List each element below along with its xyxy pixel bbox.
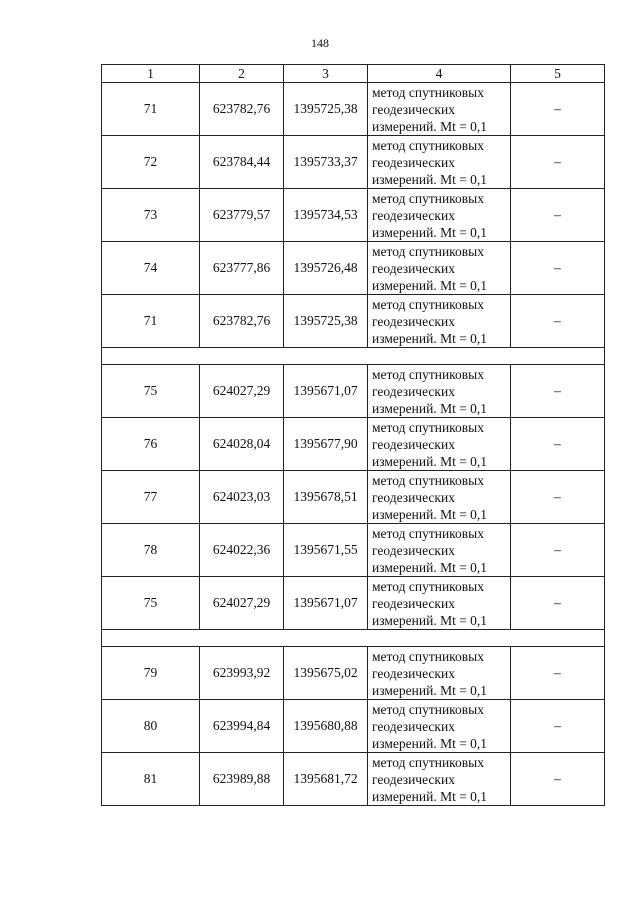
method-line-1: метод спутниковых	[372, 84, 484, 100]
point-number-cell: 79	[102, 647, 200, 700]
method-line-2: геодезических	[372, 313, 455, 329]
table-row	[102, 365, 605, 418]
method-line-1: метод спутниковых	[372, 701, 484, 717]
method-line-2: геодезических	[372, 260, 455, 276]
coordinate-y-cell: 1395734,53	[284, 189, 368, 242]
coordinate-x-cell: 623782,76	[200, 295, 284, 348]
point-number-cell: 77	[102, 471, 200, 524]
column-5-cell: –	[511, 295, 605, 348]
method-line-1: метод спутниковых	[372, 525, 484, 541]
coordinate-x-cell: 623989,88	[200, 753, 284, 806]
table-row	[102, 700, 605, 753]
method-cell	[368, 524, 511, 577]
method-line-2: геодезических	[372, 771, 455, 787]
method-line-2: геодезических	[372, 542, 455, 558]
column-5-cell: –	[511, 753, 605, 806]
separator-cell	[102, 348, 605, 365]
coordinate-y-cell: 1395681,72	[284, 753, 368, 806]
header-col-5: 5	[511, 65, 605, 83]
point-number-cell: 72	[102, 136, 200, 189]
coordinate-x-cell: 623994,84	[200, 700, 284, 753]
method-line-1: метод спутниковых	[372, 243, 484, 259]
method-line-1: метод спутниковых	[372, 190, 484, 206]
method-cell	[368, 189, 511, 242]
header-col-2: 2	[200, 65, 284, 83]
method-line-1: метод спутниковых	[372, 648, 484, 664]
method-cell	[368, 365, 511, 418]
page-number: 148	[311, 36, 329, 50]
column-5-cell: –	[511, 242, 605, 295]
method-line-3: измерений. Mt = 0,1	[372, 612, 488, 628]
point-number-cell: 81	[102, 753, 200, 806]
coordinate-x-cell: 624027,29	[200, 365, 284, 418]
method-line-3: измерений. Mt = 0,1	[372, 171, 488, 187]
method-cell	[368, 295, 511, 348]
coordinate-y-cell: 1395680,88	[284, 700, 368, 753]
column-5-cell: –	[511, 471, 605, 524]
point-number-cell: 71	[102, 295, 200, 348]
header-col-4: 4	[368, 65, 511, 83]
method-line-2: геодезических	[372, 595, 455, 611]
coordinate-x-cell: 623777,86	[200, 242, 284, 295]
method-line-3: измерений. Mt = 0,1	[372, 277, 488, 293]
table-header-row	[102, 65, 605, 83]
group-separator-row	[102, 630, 605, 647]
method-line-2: геодезических	[372, 154, 455, 170]
point-number-cell: 80	[102, 700, 200, 753]
coordinate-x-cell: 623782,76	[200, 83, 284, 136]
method-cell	[368, 700, 511, 753]
method-line-2: геодезических	[372, 489, 455, 505]
table-row	[102, 647, 605, 700]
method-cell	[368, 242, 511, 295]
method-line-3: измерений. Mt = 0,1	[372, 682, 488, 698]
coordinate-y-cell: 1395675,02	[284, 647, 368, 700]
column-5-cell: –	[511, 524, 605, 577]
method-cell	[368, 471, 511, 524]
table-row	[102, 242, 605, 295]
method-line-1: метод спутниковых	[372, 296, 484, 312]
method-line-2: геодезических	[372, 207, 455, 223]
table-row	[102, 295, 605, 348]
method-line-2: геодезических	[372, 665, 455, 681]
point-number-cell: 73	[102, 189, 200, 242]
method-line-3: измерений. Mt = 0,1	[372, 559, 488, 575]
table-row	[102, 471, 605, 524]
coordinate-x-cell: 624027,29	[200, 577, 284, 630]
method-line-3: измерений. Mt = 0,1	[372, 224, 488, 240]
coordinate-y-cell: 1395726,48	[284, 242, 368, 295]
method-line-1: метод спутниковых	[372, 754, 484, 770]
coordinate-x-cell: 623779,57	[200, 189, 284, 242]
table-row	[102, 189, 605, 242]
point-number-cell: 74	[102, 242, 200, 295]
coordinate-y-cell: 1395677,90	[284, 418, 368, 471]
coordinate-x-cell: 623993,92	[200, 647, 284, 700]
table-row	[102, 83, 605, 136]
column-5-cell: –	[511, 418, 605, 471]
column-5-cell: –	[511, 647, 605, 700]
method-line-3: измерений. Mt = 0,1	[372, 118, 488, 134]
coordinates-table	[101, 64, 605, 806]
header-col-1: 1	[102, 65, 200, 83]
table-row	[102, 524, 605, 577]
method-line-2: геодезических	[372, 718, 455, 734]
coordinate-x-cell: 623784,44	[200, 136, 284, 189]
method-line-1: метод спутниковых	[372, 366, 484, 382]
column-5-cell: –	[511, 365, 605, 418]
method-line-3: измерений. Mt = 0,1	[372, 506, 488, 522]
coordinate-y-cell: 1395671,55	[284, 524, 368, 577]
point-number-cell: 75	[102, 365, 200, 418]
method-line-1: метод спутниковых	[372, 472, 484, 488]
point-number-cell: 71	[102, 83, 200, 136]
method-line-2: геодезических	[372, 436, 455, 452]
method-cell	[368, 753, 511, 806]
point-number-cell: 76	[102, 418, 200, 471]
column-5-cell: –	[511, 577, 605, 630]
coordinate-y-cell: 1395733,37	[284, 136, 368, 189]
method-line-3: измерений. Mt = 0,1	[372, 453, 488, 469]
group-separator-row	[102, 348, 605, 365]
column-5-cell: –	[511, 700, 605, 753]
method-line-2: геодезических	[372, 101, 455, 117]
method-line-2: геодезических	[372, 383, 455, 399]
method-line-3: измерений. Mt = 0,1	[372, 330, 488, 346]
method-line-3: измерений. Mt = 0,1	[372, 735, 488, 751]
coordinate-y-cell: 1395678,51	[284, 471, 368, 524]
point-number-cell: 78	[102, 524, 200, 577]
coordinate-y-cell: 1395725,38	[284, 295, 368, 348]
method-cell	[368, 577, 511, 630]
method-cell	[368, 136, 511, 189]
coordinate-x-cell: 624023,03	[200, 471, 284, 524]
method-line-1: метод спутниковых	[372, 419, 484, 435]
coordinate-x-cell: 624022,36	[200, 524, 284, 577]
method-line-3: измерений. Mt = 0,1	[372, 400, 488, 416]
coordinate-y-cell: 1395671,07	[284, 577, 368, 630]
coordinate-y-cell: 1395725,38	[284, 83, 368, 136]
table-row	[102, 418, 605, 471]
coordinate-y-cell: 1395671,07	[284, 365, 368, 418]
method-cell	[368, 647, 511, 700]
table-row	[102, 577, 605, 630]
column-5-cell: –	[511, 83, 605, 136]
method-line-1: метод спутниковых	[372, 137, 484, 153]
method-line-1: метод спутниковых	[372, 578, 484, 594]
table-row	[102, 136, 605, 189]
point-number-cell: 75	[102, 577, 200, 630]
column-5-cell: –	[511, 136, 605, 189]
coordinate-x-cell: 624028,04	[200, 418, 284, 471]
separator-cell	[102, 630, 605, 647]
method-line-3: измерений. Mt = 0,1	[372, 788, 488, 804]
method-cell	[368, 83, 511, 136]
column-5-cell: –	[511, 189, 605, 242]
table-row	[102, 753, 605, 806]
header-col-3: 3	[284, 65, 368, 83]
method-cell	[368, 418, 511, 471]
